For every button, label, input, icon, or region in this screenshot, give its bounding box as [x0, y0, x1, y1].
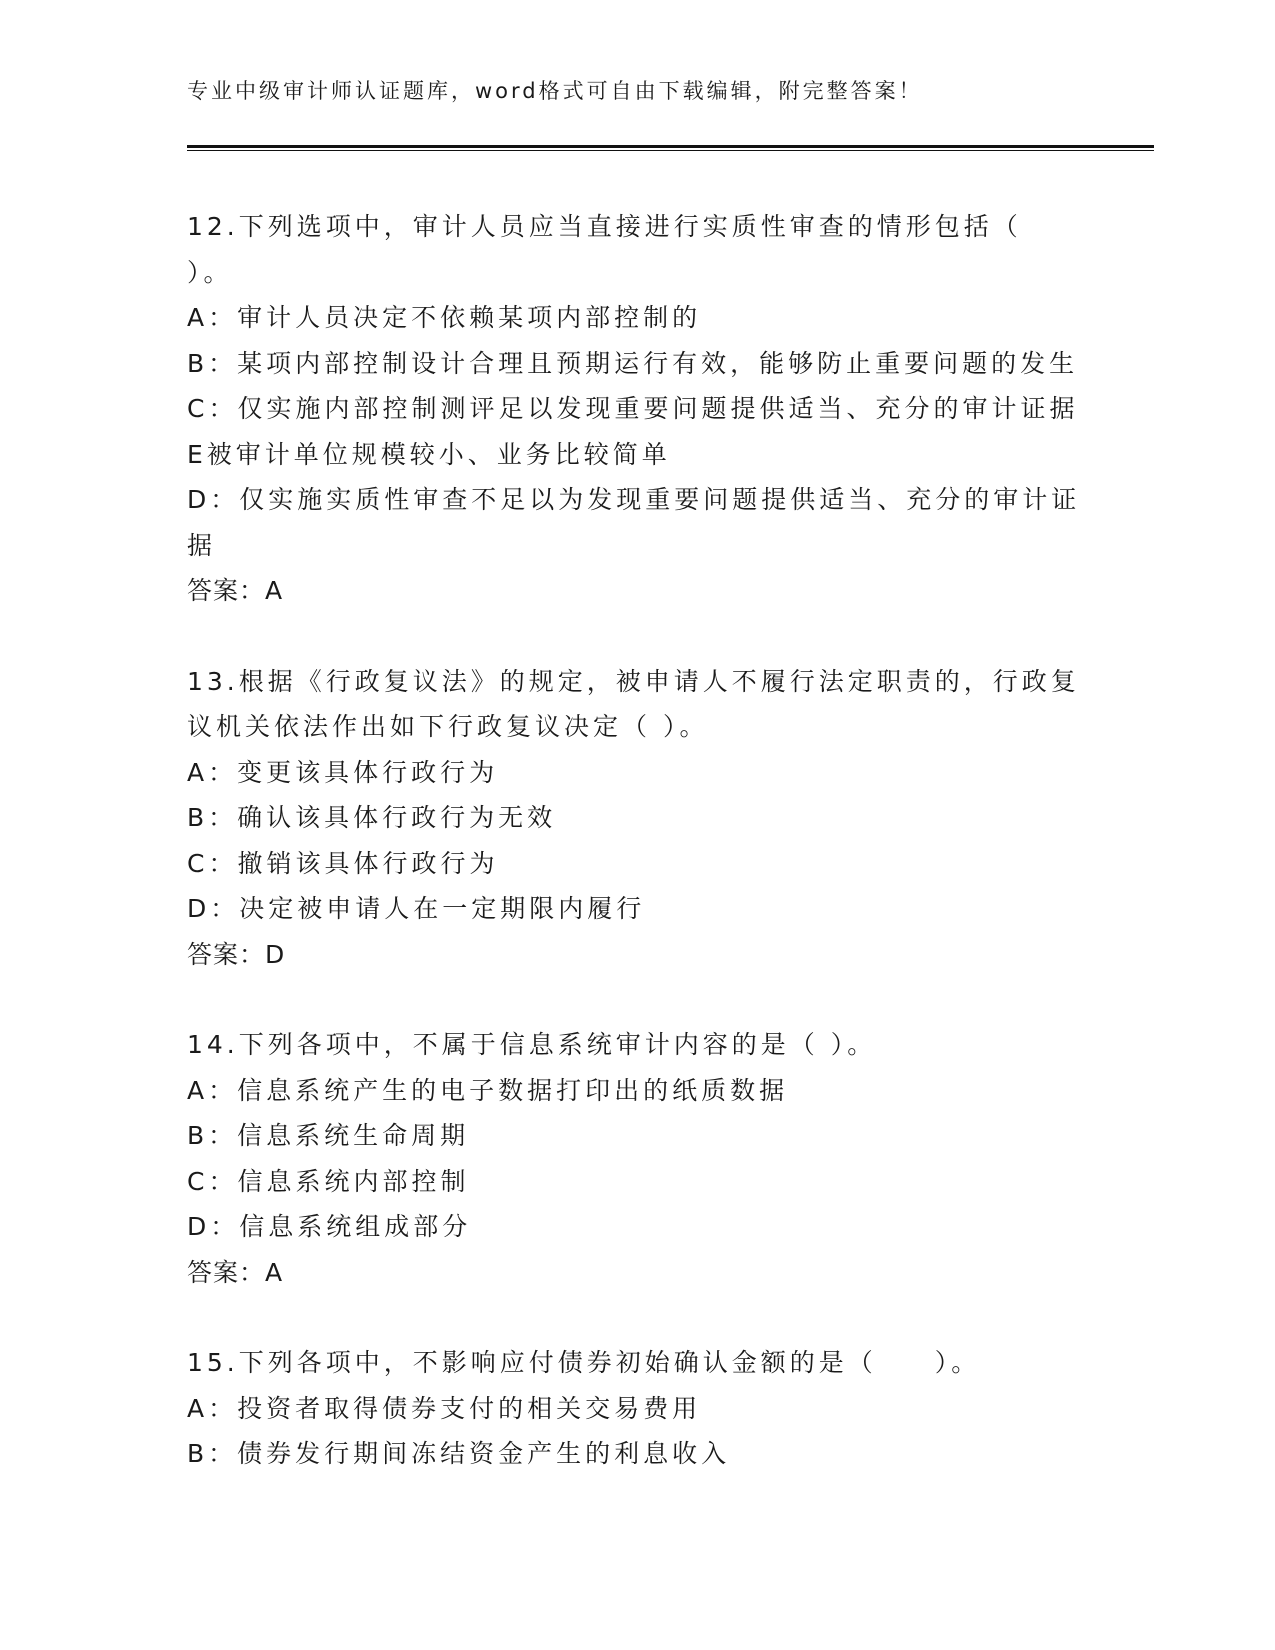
option-b: B：债券发行期间冻结资金产生的利息收入 — [187, 1439, 731, 1468]
question-15 — [187, 1340, 1087, 1477]
question-stem-line: 13.根据《行政复议法》的规定，被申请人不履行法定职责的，行政复 — [187, 666, 1080, 696]
question-stem-line: 15.下列各项中，不影响应付债券初始确认金额的是（ ）。 — [187, 1348, 981, 1377]
option-a: A：审计人员决定不依赖某项内部控制的 — [187, 303, 702, 332]
answer-label: 答案： — [187, 1257, 266, 1287]
question-13 — [187, 659, 1087, 978]
question-list — [187, 204, 1087, 1522]
option-a: A：信息系统产生的电子数据打印出的纸质数据 — [187, 1075, 789, 1105]
option-a: A：投资者取得债券支付的相关交易费用 — [187, 1393, 702, 1423]
answer-line — [187, 1250, 1087, 1296]
question-stem-line: ）。 — [187, 257, 233, 287]
answer-value: A — [265, 1257, 285, 1287]
question-stem-line: 14.下列各项中，不属于信息系统审计内容的是（ ）。 — [187, 1030, 877, 1059]
answer-label: 答案： — [187, 939, 266, 969]
header-divider — [187, 145, 1154, 148]
option-b: B：信息系统生命周期 — [187, 1121, 470, 1150]
option-e: E被审计单位规模较小、业务比较简单 — [187, 439, 671, 469]
option-d: D：决定被申请人在一定期限内履行 — [187, 894, 646, 923]
option-b: B：某项内部控制设计合理且预期运行有效，能够防止重要问题的发生 — [187, 348, 1079, 378]
question-stem-line: 议机关依法作出如下行政复议决定（ ）。 — [187, 712, 709, 741]
option-c: C：仅实施内部控制测评足以发现重要问题提供适当、充分的审计证据 — [187, 394, 1079, 423]
option-a: A：变更该具体行政行为 — [187, 757, 499, 787]
answer-line — [187, 568, 1087, 614]
option-c: C：撤销该具体行政行为 — [187, 848, 499, 878]
document-header: 专业中级审计师认证题库，word格式可自由下载编辑，附完整答案！ — [187, 79, 923, 103]
question-stem-line: 12.下列选项中，审计人员应当直接进行实质性审查的情形包括（ — [187, 212, 1022, 241]
answer-value: D — [265, 939, 287, 969]
option-b: B：确认该具体行政行为无效 — [187, 803, 557, 832]
answer-label: 答案： — [187, 576, 266, 605]
answer-value: A — [265, 576, 285, 605]
option-d-continuation: 据 — [187, 530, 217, 560]
question-12 — [187, 204, 1087, 614]
option-d: D：仅实施实质性审查不足以为发现重要问题提供适当、充分的审计证 — [187, 485, 1081, 514]
question-14 — [187, 1022, 1087, 1295]
option-c: C：信息系统内部控制 — [187, 1166, 470, 1196]
answer-line — [187, 932, 1087, 978]
option-d: D：信息系统组成部分 — [187, 1212, 472, 1241]
